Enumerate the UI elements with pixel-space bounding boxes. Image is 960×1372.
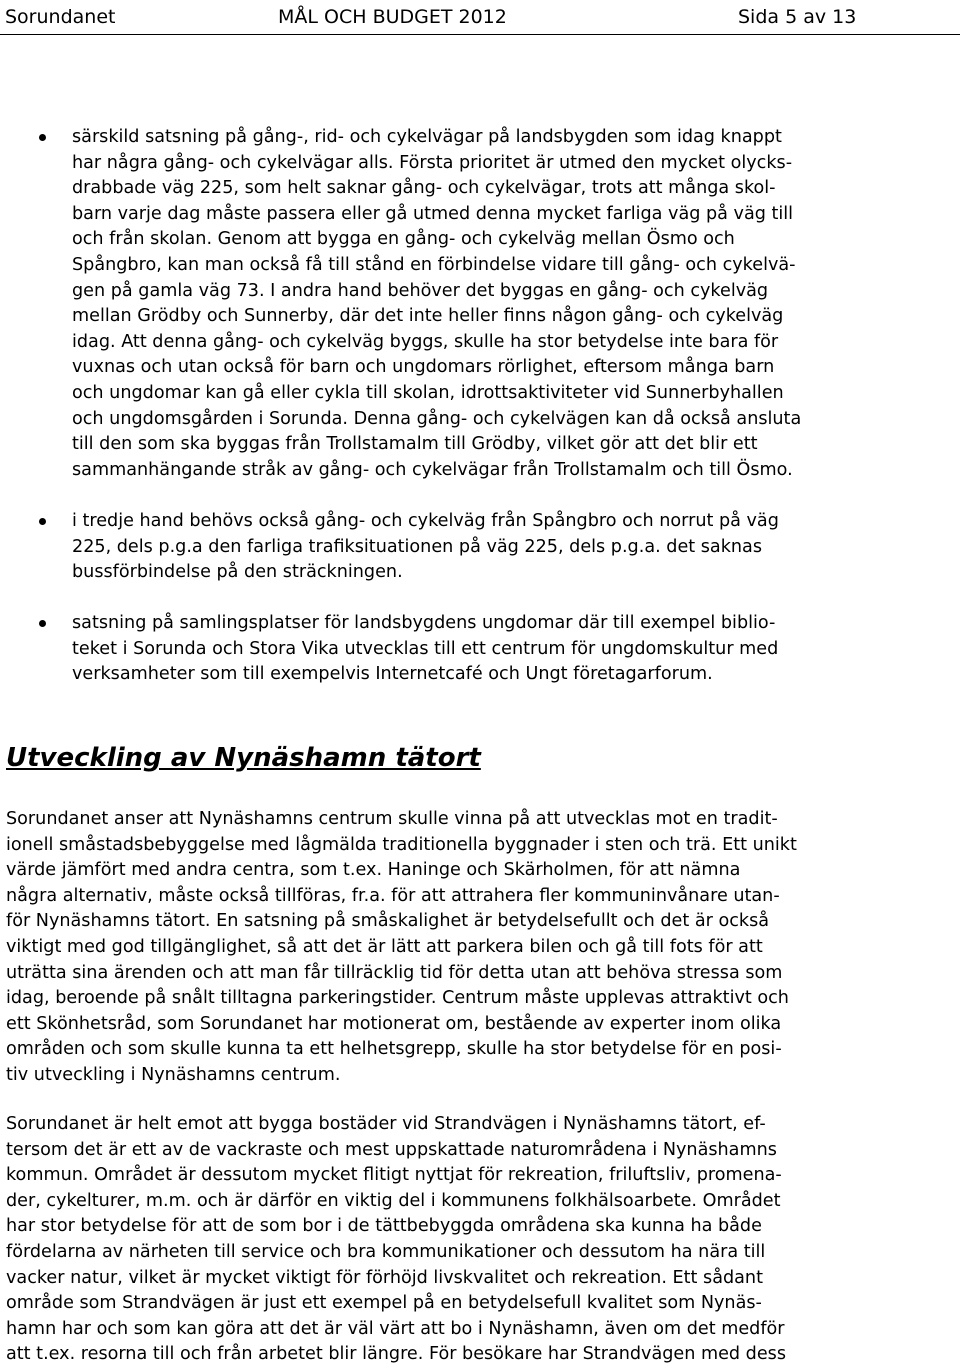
bullet-item-3 bbox=[72, 611, 952, 688]
text-line: vuxnas och utan också för barn och ungdomars rörlighet, eftersom många barn bbox=[72, 357, 775, 378]
text-line: mellan Grödby och Sunnerby, där det inte heller finns någon gång- och cykelväg bbox=[72, 306, 784, 327]
text-line: teket i Sorunda och Stora Vika utvecklas till ett centrum för ungdomskultur med bbox=[72, 638, 779, 659]
text-line: särskild satsning på gång-, rid- och cykelvägar på landsbygden som idag knappt bbox=[72, 127, 782, 147]
text-line: för Nynäshamns tätort. En satsning på småskalighet är betydelsefullt och det är också bbox=[6, 911, 770, 932]
text-line: der, cykelturer, m.m. och är därför en viktig del i kommunens folkhälsoarbete. Området bbox=[6, 1190, 781, 1211]
bullet-point-1 bbox=[39, 134, 46, 141]
bullet-item-2 bbox=[72, 509, 952, 586]
paragraph-2 bbox=[6, 1112, 950, 1368]
text-line: satsning på samlingsplatser för landsbygdens ungdomar där till exempel biblio- bbox=[72, 613, 776, 633]
section-heading: Utveckling av Nynäshamn tätort bbox=[6, 743, 481, 773]
text-line: 225, dels p.g.a den farliga trafiksituationen på väg 225, dels p.g.a. det saknas bbox=[72, 536, 763, 557]
text-line: i tredje hand behövs också gång- och cykelväg från Spångbro och norrut på väg bbox=[72, 511, 779, 531]
text-line: gen på gamla väg 73. I andra hand behöver det byggas en gång- och cykelväg bbox=[72, 280, 769, 301]
text-line: värde jämfört med andra centra, som t.ex. Haninge och Skärholmen, för att nämna bbox=[6, 860, 741, 881]
header-document-title: MÅL OCH BUDGET 2012 bbox=[278, 6, 507, 28]
text-line: Sorundanet anser att Nynäshamns centrum skulle vinna på att utvecklas mot en tradit- bbox=[6, 809, 778, 829]
text-line: idag. Att denna gång- och cykelväg byggs, skulle ha stor betydelse inte bara för bbox=[72, 331, 779, 352]
text-line: viktigt med god tillgänglighet, så att det är lätt att parkera bilen och gå till fots för att bbox=[6, 936, 763, 957]
paragraph-1 bbox=[6, 807, 950, 1089]
text-line: idag, beroende på snålt tilltagna parkeringstider. Centrum måste upplevas attraktivt och bbox=[6, 988, 789, 1009]
bullet-point-2 bbox=[39, 518, 46, 525]
text-line: kommun. Området är dessutom mycket flitigt nyttjat för rekreation, friluftsliv, promena- bbox=[6, 1165, 782, 1186]
bullet-item-1 bbox=[72, 125, 952, 483]
text-line: drabbade väg 225, som helt saknar gång- och cykelvägar, trots att många skol- bbox=[72, 178, 776, 199]
header-org-name: Sorundanet bbox=[5, 6, 116, 28]
text-line: att t.ex. resorna till och från arbetet blir längre. För besökare har Strandvägen med dess bbox=[6, 1344, 787, 1365]
text-line: fördelarna av närheten till service och bra kommunikationer och dessutom ha nära till bbox=[6, 1241, 766, 1262]
header-page-number: Sida 5 av 13 bbox=[738, 6, 857, 28]
text-line: område som Strandvägen är just ett exempel på en betydelsefull kvalitet som Nynäs- bbox=[6, 1293, 762, 1314]
text-line: har några gång- och cykelvägar alls. Första prioritet är utmed den mycket olycks- bbox=[72, 152, 793, 173]
text-line: och ungdomsgården i Sorunda. Denna gång- och cykelvägen kan då också ansluta bbox=[72, 408, 802, 429]
text-line: ett Skönhetsråd, som Sorundanet har motionerat om, bestående av experter inom olika bbox=[6, 1013, 782, 1034]
text-line: har stor betydelse för att de som bor i de tättbebyggda områdena ska kunna ha både bbox=[6, 1216, 762, 1237]
text-line: områden och som skulle kunna ta ett helhetsgrepp, skulle ha stor betydelse för en posi- bbox=[6, 1039, 782, 1060]
text-line: tersom det är ett av de vackraste och mest uppskattade naturområdena i Nynäshamns bbox=[6, 1139, 777, 1160]
text-line: Spångbro, kan man också få till stånd en förbindelse vidare till gång- och cykelvä- bbox=[72, 254, 796, 275]
text-line: bussförbindelse på den sträckningen. bbox=[72, 562, 403, 583]
text-line: tiv utveckling i Nynäshamns centrum. bbox=[6, 1064, 341, 1085]
text-line: hamn har och som kan göra att det är väl värt att bo i Nynäshamn, även om det medför bbox=[6, 1318, 785, 1339]
text-line: sammanhängande stråk av gång- och cykelvägar från Trollstamalm och till Ösmo. bbox=[72, 459, 793, 480]
text-line: och från skolan. Genom att bygga en gång- och cykelväg mellan Ösmo och bbox=[72, 229, 735, 250]
page-header bbox=[0, 0, 960, 35]
text-line: och ungdomar kan gå eller cykla till skolan, idrottsaktiviteter vid Sunnerbyhallen bbox=[72, 382, 784, 403]
bullet-point-3 bbox=[39, 620, 46, 627]
text-line: barn varje dag måste passera eller gå utmed denna mycket farliga väg på väg till bbox=[72, 203, 794, 224]
text-line: ionell småstadsbebyggelse med lågmälda traditionella byggnader i sten och trä. Ett unikt bbox=[6, 834, 797, 855]
text-line: verksamheter som till exempelvis Internetcafé och Ungt företagarforum. bbox=[72, 664, 713, 685]
text-line: uträtta sina ärenden och att man får tillräcklig tid för detta utan att behöva stressa som bbox=[6, 962, 783, 983]
text-line: till den som ska byggas från Trollstamalm till Grödby, vilket gör att det blir ett bbox=[72, 434, 758, 455]
text-line: några alternativ, måste också tillföras, fr.a. för att attrahera fler kommuninvånare utan- bbox=[6, 885, 780, 906]
text-line: vacker natur, vilket är mycket viktigt för förhöjd livskvalitet och rekreation. Ett sådant bbox=[6, 1267, 763, 1288]
text-line: Sorundanet är helt emot att bygga bostäder vid Strandvägen i Nynäshamns tätort, ef- bbox=[6, 1114, 766, 1134]
